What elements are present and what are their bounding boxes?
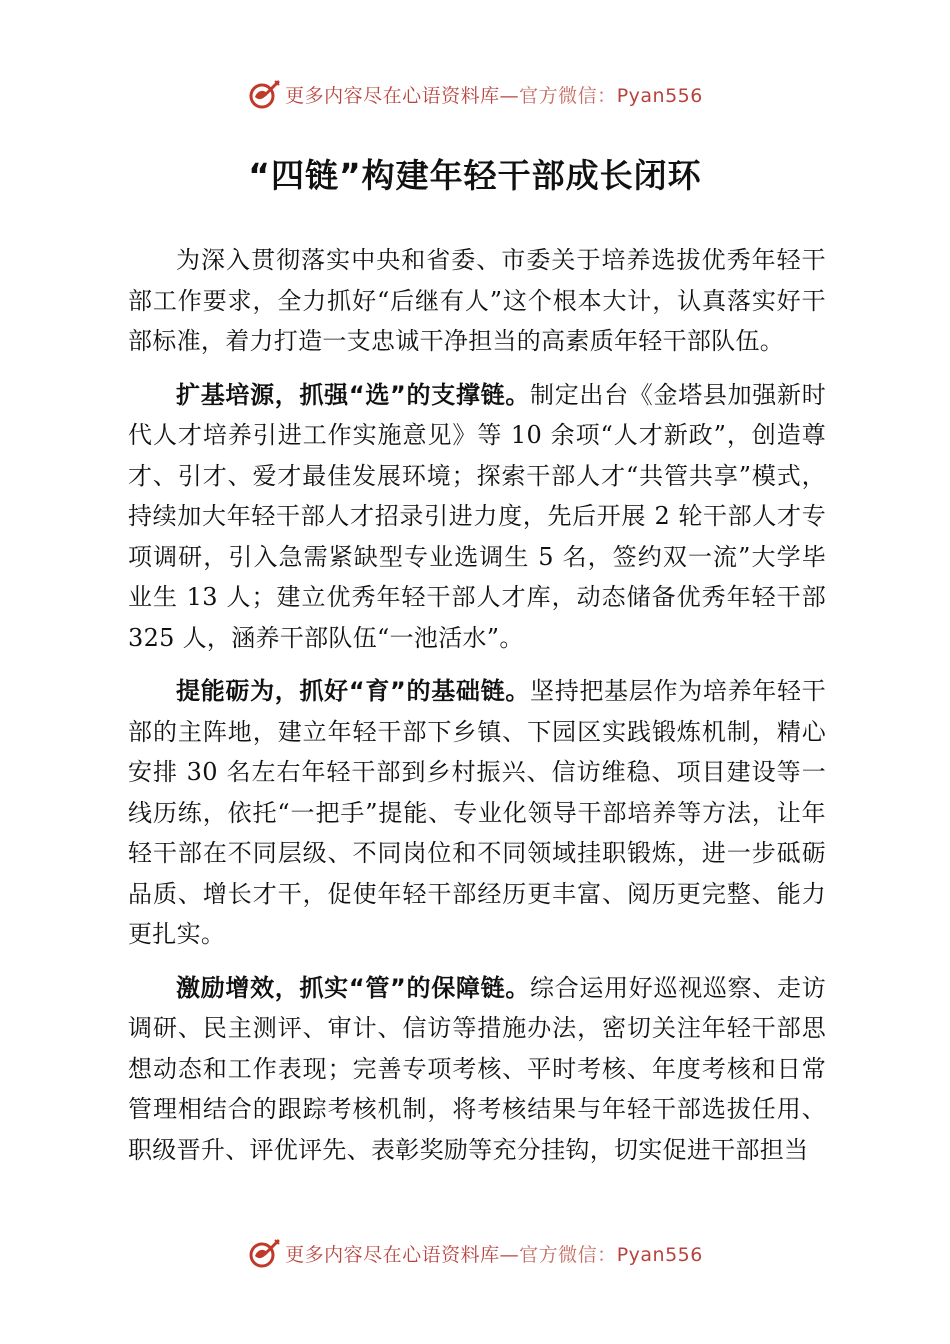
paragraph (128, 968, 826, 1171)
paragraph (128, 671, 826, 955)
paragraph-lead: 提能砺为，抓好“育”的基础链。 (176, 677, 531, 705)
banner-slogan: 更多内容尽在心语资料库 (285, 1243, 500, 1266)
pen-heart-logo-icon (247, 77, 281, 111)
paragraph-text: 坚持把基层作为培养年轻干部的主阵地，建立年轻干部下乡镇、下园区实践锻炼机制，精心安排 30 名左右年轻干部到乡村振兴、信访维稳、项目建设等一线历练，依托“一把手”提能、专业化领导干部培养等方法，让年轻干部在不同层级、不同岗位和不同领域挂职锻炼，进一步砥砺品质、增长才干，促使年轻干部经历更丰富、阅历更完整、能力更扎实。 (128, 677, 826, 948)
paragraph-text: 制定出台《金塔县加强新时代人才培养引进工作实施意见》等 10 余项“人才新政”，创造尊才、引才、爱才最佳发展环境；探索干部人才“共管共享”模式，持续加大年轻干部人才招录引进力度，先后开展 2 轮干部人才专项调研，引入急需紧缺型专业选调生 5 名，签约双一流”大学毕业生 13 人；建立优秀年轻干部人才库，动态储备优秀年轻干部 325 人，涵养干部队伍“一池活水”。 (128, 380, 826, 652)
document-title: “四链”构建年轻干部成长闭环 (248, 156, 702, 195)
banner-slogan: 更多内容尽在心语资料库 (285, 84, 500, 107)
pen-heart-logo-icon (247, 1236, 281, 1270)
banner-dash: — (499, 1243, 520, 1266)
banner-wechat-id: Pyan556 (616, 1243, 703, 1266)
banner-wechat-label: 官方微信： (519, 84, 617, 107)
paragraph-text: 为深入贯彻落实中央和省委、市委关于培养选拔优秀年轻干部工作要求，全力抓好“后继有人”这个根本大计，认真落实好干部标准，着力打造一支忠诚干净担当的高素质年轻干部队伍。 (128, 246, 826, 355)
paragraph (128, 375, 826, 659)
paragraph-lead: 激励增效，抓实“管”的保障链。 (176, 973, 531, 1002)
banner-wechat-label: 官方微信： (519, 1243, 617, 1266)
banner-wechat-id: Pyan556 (616, 84, 703, 107)
banner-dash: — (499, 84, 520, 107)
footer-watermark-banner (0, 1233, 950, 1273)
paragraph (128, 240, 826, 362)
paragraph-text: 综合运用好巡视巡察、走访调研、民主测评、审计、信访等措施办法，密切关注年轻干部思想动态和工作表现；完善专项考核、平时考核、年度考核和日常管理相结合的跟踪考核机制，将考核结果与年轻干部选拔任用、职级晋升、评优评先、表彰奖励等充分挂钩，切实促进干部担当 (128, 973, 826, 1164)
header-watermark-banner (0, 74, 950, 114)
document-body (128, 240, 826, 1183)
paragraph-lead: 扩基培源，抓强“选”的支撑链。 (176, 380, 531, 409)
